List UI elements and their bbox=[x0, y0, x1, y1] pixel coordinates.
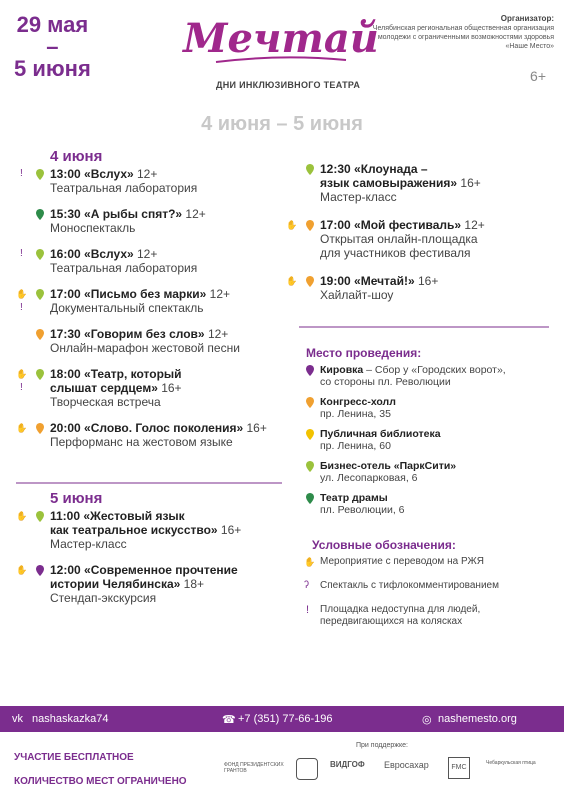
sign-language-icon: ✋ bbox=[286, 276, 298, 286]
phone-icon: ☎ bbox=[222, 714, 236, 726]
event-item: 12:30 «Клоунада – язык самовыражения» 16+ Мастер-класс bbox=[300, 162, 560, 204]
sign-language-icon: ✋ bbox=[16, 423, 28, 433]
event-item: ✋ ! 18:00 «Театр, который слышат сердцем» 16+ Творческая встреча bbox=[16, 367, 182, 409]
location-pin-icon bbox=[36, 249, 44, 260]
event-item: ✋ 12:00 «Современное прочтение истории Челябинска» 18+ Стендап-экскурсия bbox=[16, 563, 238, 605]
sponsor-logo: ФОНД ПРЕЗИДЕНТСКИХ ГРАНТОВ bbox=[224, 762, 284, 774]
section-divider bbox=[16, 482, 282, 484]
venues-title: Место проведения: bbox=[306, 346, 422, 360]
location-pin-icon bbox=[306, 276, 314, 287]
exclamation-icon: ! bbox=[20, 168, 23, 179]
limited-seats-text: КОЛИЧЕСТВО МЕСТ ОГРАНИЧЕНО bbox=[14, 776, 187, 787]
location-pin-icon bbox=[306, 493, 314, 504]
date-start: 29 мая bbox=[16, 12, 89, 37]
event-item: ✋ 17:00 «Мой фестиваль» 12+ Открытая онлайн-площадка для участников фестиваля bbox=[286, 218, 485, 260]
venue-item: Конгресс-холл пр. Ленина, 35 bbox=[320, 396, 396, 420]
sign-language-icon: ✋ bbox=[286, 220, 298, 230]
schedule-left bbox=[0, 148, 286, 449]
festival-logo bbox=[183, 8, 379, 68]
venue-item: Бизнес-отель «ПаркСити» ул. Лесопарковая, 6 bbox=[320, 460, 456, 484]
location-pin-icon bbox=[36, 369, 44, 380]
event-item: 17:30 «Говорим без слов» 12+ Онлайн-марафон жестовой песни bbox=[0, 327, 286, 355]
phone-number[interactable]: +7 (351) 77-66-196 bbox=[238, 713, 333, 725]
exclamation-icon: ! bbox=[306, 604, 310, 616]
location-pin-icon bbox=[306, 365, 314, 376]
organizer-text: Челябинская региональная общественная организация молодежи с ограниченными возможностями здоровья «Наше Место» bbox=[372, 25, 554, 50]
sign-language-icon: ✋ bbox=[16, 289, 28, 299]
exclamation-icon: ! bbox=[20, 248, 23, 259]
schedule-right bbox=[286, 162, 560, 302]
location-pin-icon bbox=[36, 511, 44, 522]
location-pin-icon bbox=[306, 461, 314, 472]
sponsor-logo: FMC bbox=[448, 757, 470, 779]
sponsor-logo: ВИДГОФ bbox=[330, 760, 365, 769]
event-item: 15:30 «А рыбы спят?» 12+ Моноспектакль bbox=[0, 207, 286, 235]
location-pin-icon bbox=[36, 329, 44, 340]
logo-text: Мечтай bbox=[183, 15, 379, 62]
location-pin-icon bbox=[36, 169, 44, 180]
location-pin-icon bbox=[306, 220, 314, 231]
globe-icon: ◎ bbox=[422, 714, 432, 726]
sign-language-icon: ✋ bbox=[16, 511, 28, 521]
event-dates bbox=[14, 14, 91, 80]
venue-item: Театр драмы пл. Революции, 6 bbox=[320, 492, 405, 516]
organizer-block bbox=[364, 14, 554, 51]
age-rating: 6+ bbox=[530, 68, 546, 84]
vk-icon: vk bbox=[12, 713, 23, 725]
event-item: ! 13:00 «Вслух» 12+ Театральная лаборатория bbox=[20, 167, 198, 195]
date-dash: – bbox=[46, 34, 59, 59]
venue-item: Публичная библиотека пр. Ленина, 60 bbox=[320, 428, 441, 452]
location-pin-icon bbox=[36, 209, 44, 220]
legend-title: Условные обозначения: bbox=[312, 538, 456, 552]
website-link[interactable]: nashemesto.org bbox=[438, 713, 517, 725]
ear-icon: ʔ bbox=[304, 580, 309, 591]
sponsor-logo: Евросахар bbox=[384, 760, 429, 770]
location-pin-icon bbox=[36, 565, 44, 576]
event-item: ! 16:00 «Вслух» 12+ Театральная лаборатория bbox=[20, 247, 198, 275]
sponsor-logo-mark bbox=[296, 758, 318, 780]
day-label-june4: 4 июня bbox=[50, 148, 103, 165]
location-pin-icon bbox=[306, 429, 314, 440]
festival-subtitle: ДНИ ИНКЛЮЗИВНОГО ТЕАТРА bbox=[216, 80, 361, 90]
exclamation-icon: ! bbox=[20, 382, 23, 393]
sponsor-logo: Чебаркульская птица bbox=[486, 760, 536, 766]
day-label-june5: 5 июня bbox=[50, 490, 103, 507]
location-pin-icon bbox=[306, 397, 314, 408]
event-item: ✋ ! 17:00 «Письмо без марки» 12+ Документальный спектакль bbox=[16, 287, 231, 315]
location-pin-icon bbox=[36, 289, 44, 300]
sign-language-icon: ✋ bbox=[304, 557, 316, 567]
sign-language-icon: ✋ bbox=[16, 369, 28, 379]
legend-item: ! Площадка недоступна для людей, передвигающихся на колясках bbox=[306, 604, 481, 627]
contacts-bar bbox=[0, 706, 564, 732]
exclamation-icon: ! bbox=[20, 302, 23, 313]
location-pin-icon bbox=[36, 423, 44, 434]
section-divider bbox=[299, 326, 549, 328]
event-item: ✋ 11:00 «Жестовый язык как театральное искусство» 16+ Мастер-класс bbox=[16, 509, 242, 551]
legend-item: ✋ Мероприятие с переводом на РЖЯ bbox=[304, 556, 484, 567]
sign-language-icon: ✋ bbox=[16, 565, 28, 575]
organizer-label: Организатор: bbox=[500, 14, 554, 23]
event-item: ✋ 20:00 «Слово. Голос поколения» 16+ Перформанс на жестовом языке bbox=[16, 421, 267, 449]
location-pin-icon bbox=[306, 164, 314, 175]
legend-item: ʔ Спектакль с тифлокомментированием bbox=[304, 580, 499, 591]
schedule-june5 bbox=[0, 490, 286, 605]
support-label: При поддержке: bbox=[356, 742, 408, 749]
vk-link[interactable]: nashaskazka74 bbox=[32, 713, 109, 725]
venue-item: Кировка – Сбор у «Городских ворот», со стороны пл. Революции bbox=[320, 364, 506, 388]
event-item: ✋ 19:00 «Мечтай!» 16+ Хайлайт-шоу bbox=[286, 274, 439, 302]
date-range-heading: 4 июня – 5 июня bbox=[201, 113, 363, 135]
free-admission-text: УЧАСТИЕ БЕСПЛАТНОЕ bbox=[14, 752, 134, 763]
date-end: 5 июня bbox=[14, 56, 91, 81]
